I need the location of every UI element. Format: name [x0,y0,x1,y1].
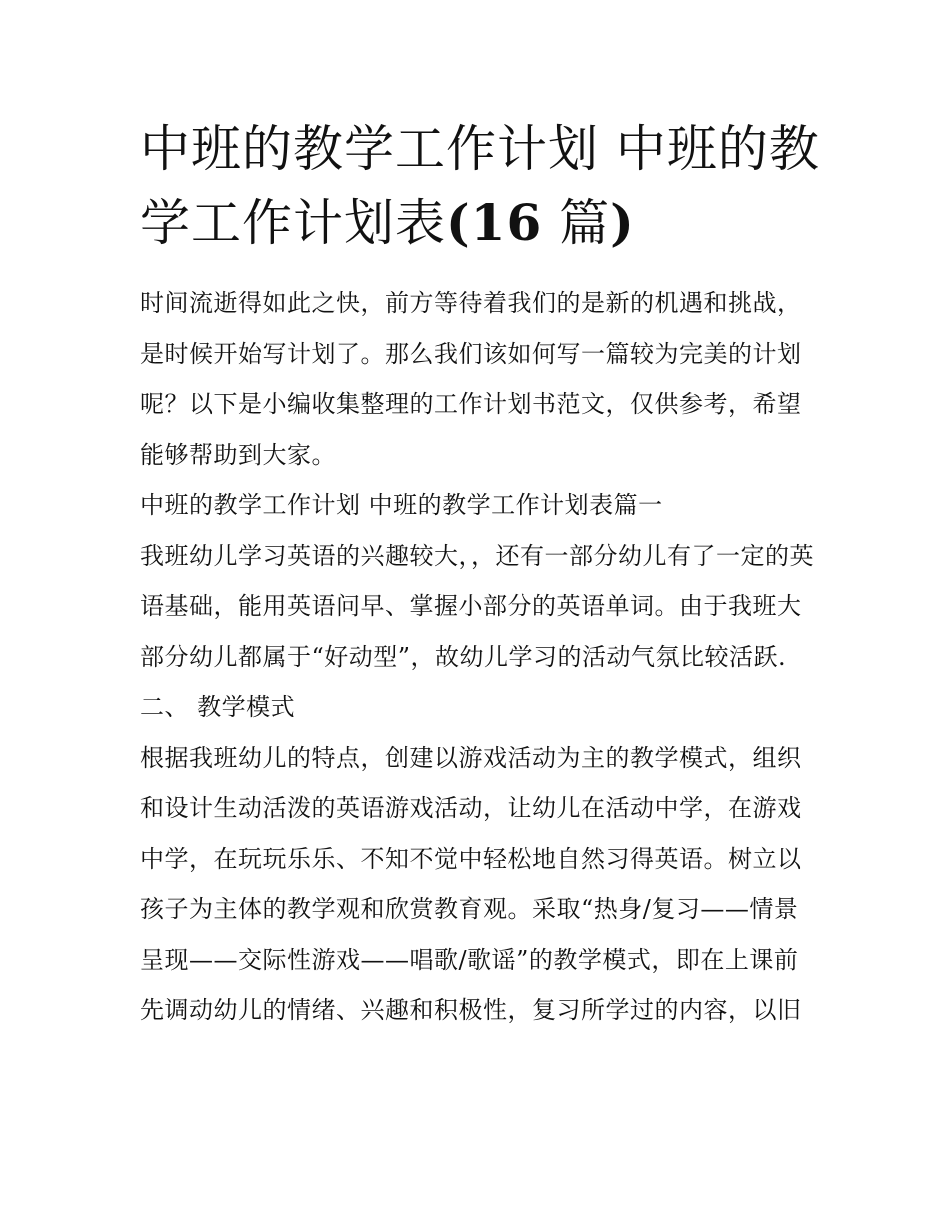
document-title [140,112,820,260]
body-paragraph: 根据我班幼儿的特点，创建以游戏活动为主的教学模式，组织和设计生动活泼的英语游戏活动，让幼儿在活动中学，在游戏中学，在玩玩乐乐、不知不觉中轻松地自然习得英语。树立以孩子为主体的教学观和欣赏教育观。采取“热身/复习——情景呈现——交际性游戏——唱歌/歌谣”的教学模式，即在上课前先调动幼儿的情绪、兴趣和积极性，复习所学过的内容，以旧 [140,743,802,1024]
body-paragraph: 我班幼儿学习英语的兴趣较大，，还有一部分幼儿有了一定的英语基础，能用英语问早、掌握小部分的英语单词。由于我班大部分幼儿都属于“好动型”，故幼儿学习的活动气氛比较活跃. [140,541,814,671]
title-line-2: 学工作计划表 [140,194,446,252]
section-heading: 中班的教学工作计划 中班的教学工作计划表篇一 [140,491,663,519]
title-close-paren: ) [610,193,635,252]
document-body [140,278,818,1036]
title-pian: 篇 [542,194,611,252]
intro-paragraph: 时间流逝得如此之快，前方等待着我们的是新的机遇和挑战，是时候开始写计划了。那么我们该如何写一篇较为完美的计划呢？以下是小编收集整理的工作计划书范文，仅供参考，希望能够帮助到大家。 [140,289,802,469]
title-count: (16 [446,193,543,252]
title-line-1: 中班的教学工作计划 中班的教 [140,120,820,178]
subsection-heading: 二、 教学模式 [140,693,296,721]
